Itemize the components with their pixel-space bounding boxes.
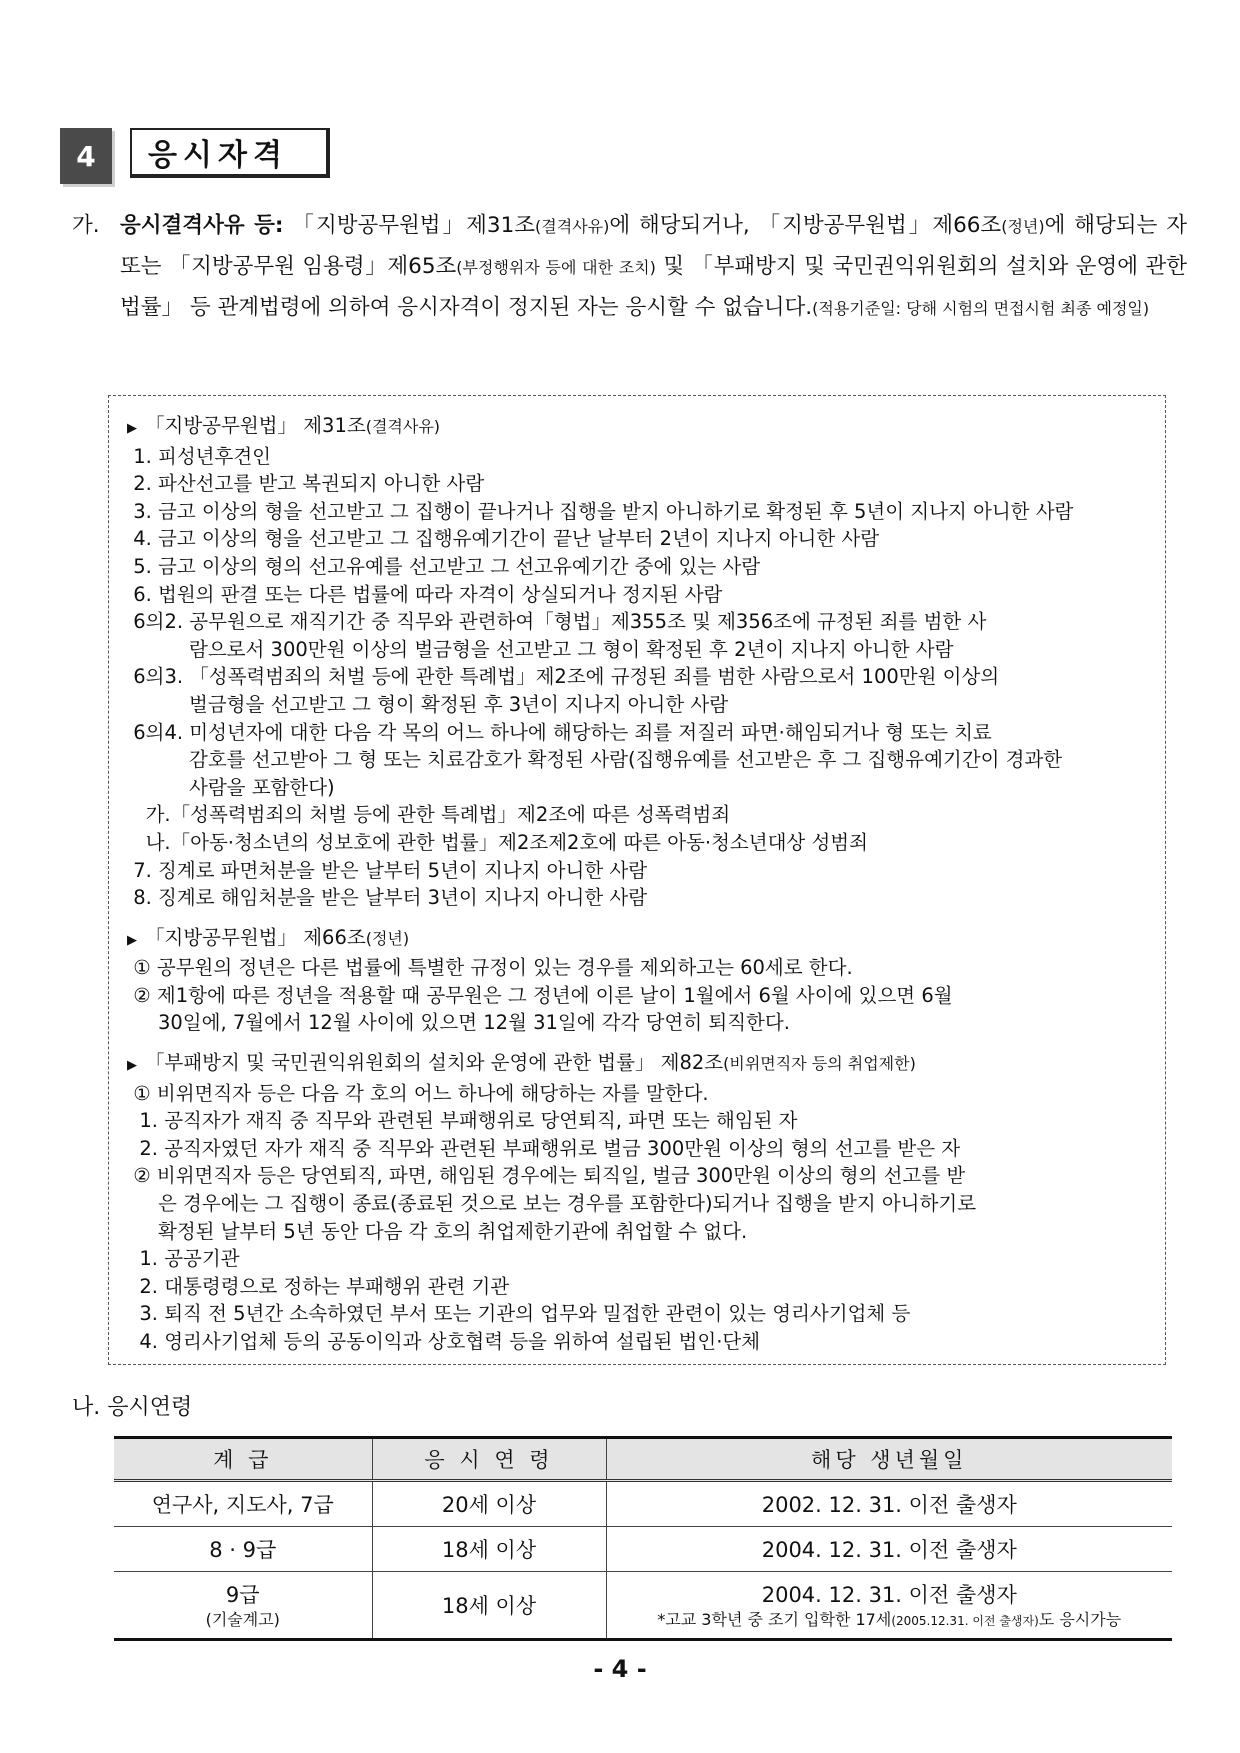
law-item: 5. 금고 이상의 형의 선고유예를 선고받고 그 선고유예기간 중에 있는 사람 <box>127 554 761 578</box>
page-number: - 4 - <box>593 1655 647 1683</box>
col-header-age: 응 시 연 령 <box>372 1438 606 1481</box>
triangle-bullet-icon: ▶ <box>127 421 137 436</box>
law-item: 4. 영리사기업체 등의 공동이익과 상호협력 등을 위하여 설립된 법인·단체 <box>127 1330 761 1353</box>
para-text: 및 「부패방지 및 국민권익위원회의 설치와 운영에 관한 법률」 등 관계법령에 의하여 응시자격이 정지된 자는 응시할 수 없습니다. <box>120 254 1187 320</box>
cell-grade: 연구사, 지도사, 7급 <box>114 1481 372 1527</box>
law-item: 1. 공공기관 <box>127 1247 240 1271</box>
law-heading-82: ▶ 「부패방지 및 국민권익위원회의 설치와 운영에 관한 법률」 제82조(비위면직자 등의 취업제한) <box>127 1051 916 1075</box>
cell-birth: 2004. 12. 31. 이전 출생자 <box>606 1527 1172 1572</box>
law-item: 7. 징계로 파면처분을 받은 날부터 5년이 지나지 아니한 사람 <box>127 858 648 882</box>
para-label: 나. <box>72 1395 101 1420</box>
article-66-list <box>109 954 1165 1037</box>
para-note: (적용기준일: 당해 시험의 면접시험 최종 예정일) <box>812 299 1150 318</box>
age-table <box>114 1436 1172 1641</box>
law-item: ① 공무원의 정년은 다른 법률에 특별한 규정이 있는 경우를 제외하고는 60세로 한다. <box>127 956 853 980</box>
law-item: 2. 파산선고를 받고 복권되지 아니한 사람 <box>127 472 485 496</box>
law-item: 벌금형을 선고받고 그 형이 확정된 후 3년이 지나지 아니한 사람 <box>127 692 729 716</box>
para-note: (부정행위자 등에 대한 조치) <box>456 258 656 277</box>
cell-birth: 2004. 12. 31. 이전 출생자 *고교 3학년 중 조기 입학한 17세(2005.12.31. 이전 출생자)도 응시가능 <box>606 1572 1172 1640</box>
law-item: ② 제1항에 따른 정년을 적용할 때 공무원은 그 정년에 이른 날이 1월에서 6월 사이에 있으면 6월 <box>127 983 953 1007</box>
law-item: 3. 퇴직 전 5년간 소속하였던 부서 또는 기관의 업무와 밀접한 관련이 있는 영리사기업체 등 <box>127 1302 911 1326</box>
para-text: 「지방공무원법」제31조 <box>292 213 536 238</box>
cell-age: 18세 이상 <box>372 1572 606 1640</box>
law-item: 6의4. 미성년자에 대한 다음 각 목의 어느 하나에 해당하는 죄를 저질러 파면·해임되거나 형 또는 치료 <box>127 720 992 744</box>
law-heading-31: ▶ 「지방공무원법」 제31조(결격사유) <box>127 414 441 437</box>
disqualification-paragraph <box>72 206 1187 329</box>
law-item: 6의2. 공무원으로 재직기간 중 직무와 관련하여「형법」제355조 및 제356조에 규정된 죄를 범한 사 <box>127 610 987 634</box>
cell-grade: 9급 (기술계고) <box>114 1572 372 1640</box>
article-82-list <box>109 1080 1165 1356</box>
triangle-bullet-icon: ▶ <box>127 1058 137 1074</box>
law-item: 람으로서 300만원 이상의 벌금형을 선고받고 그 형이 확정된 후 2년이 지나지 아니한 사람 <box>127 637 954 661</box>
col-header-grade: 계 급 <box>114 1438 372 1481</box>
law-item: 3. 금고 이상의 형을 선고받고 그 집행이 끝나거나 집행을 받지 아니하기로 확정된 후 5년이 지나지 아니한 사람 <box>127 499 1074 523</box>
col-header-birth: 해당 생년월일 <box>606 1438 1172 1481</box>
cell-grade: 8 · 9급 <box>114 1527 372 1572</box>
para-note: (정년) <box>1001 217 1045 236</box>
law-item: 30일에, 7월에서 12월 사이에 있으면 12월 31일에 각각 당연히 퇴직한다. <box>127 1011 790 1035</box>
cell-age: 18세 이상 <box>372 1527 606 1572</box>
section-title: 응시자격 <box>130 128 330 178</box>
law-item: 6의3. 「성폭력범죄의 처벌 등에 관한 특례법」제2조에 규정된 죄를 범한 사람으로서 100만원 이상의 <box>127 665 1000 689</box>
law-item: 확정된 날부터 5년 동안 다음 각 호의 취업제한기관에 취업할 수 없다. <box>127 1219 748 1243</box>
cell-age: 20세 이상 <box>372 1481 606 1527</box>
law-item: 6. 법원의 판결 또는 다른 법률에 따라 자격이 상실되거나 정지된 사람 <box>127 582 723 606</box>
table-row <box>114 1572 1172 1640</box>
para-note: (결격사유) <box>535 217 610 236</box>
age-requirement-heading <box>72 1390 192 1421</box>
para-label: 가. <box>72 213 100 238</box>
law-item: 4. 금고 이상의 형을 선고받고 그 집행유예기간이 끝난 날부터 2년이 지나지 아니한 사람 <box>127 527 880 551</box>
law-item: 나.「아동·청소년의 성보호에 관한 법률」제2조제2호에 따른 아동·청소년대상 성범죄 <box>127 830 868 854</box>
law-item: ② 비위면직자 등은 당연퇴직, 파면, 해임된 경우에는 퇴직일, 벌금 300만원 이상의 형의 선고를 받 <box>127 1164 966 1188</box>
law-excerpt-box <box>108 395 1166 1365</box>
law-item: 은 경우에는 그 집행이 종료(종료된 것으로 보는 경우를 포함한다)되거나 집행을 받지 아니하기로 <box>127 1192 977 1216</box>
para-heading: 응시연령 <box>107 1395 193 1420</box>
law-item: 2. 대통령령으로 정하는 부패행위 관련 기관 <box>127 1274 510 1298</box>
para-text: 에 해당되거나, 「지방공무원법」제66조 <box>609 213 1002 238</box>
section-number: 4 <box>60 128 112 184</box>
table-row <box>114 1527 1172 1572</box>
article-31-list <box>109 443 1165 912</box>
law-item: 1. 공직자가 재직 중 직무와 관련된 부패행위로 당연퇴직, 파면 또는 해임된 자 <box>127 1109 798 1133</box>
law-item: 2. 공직자였던 자가 재직 중 직무와 관련된 부패행위로 벌금 300만원 이상의 형의 선고를 받은 자 <box>127 1136 961 1160</box>
table-row <box>114 1481 1172 1527</box>
triangle-bullet-icon: ▶ <box>127 932 137 948</box>
law-item: 가.「성폭력범죄의 처벌 등에 관한 특례법」제2조에 따른 성폭력범죄 <box>127 803 731 827</box>
para-text: 에 해당되는 자 또는 「지방공무원 임용령」제65조 <box>120 213 1187 279</box>
law-item: 8. 징계로 해임처분을 받은 날부터 3년이 지나지 아니한 사람 <box>127 886 648 910</box>
law-item: 1. 피성년후견인 <box>127 444 272 468</box>
law-heading-66: ▶ 「지방공무원법」 제66조(정년) <box>127 925 410 949</box>
law-item: 사람을 포함한다) <box>127 775 335 799</box>
law-item: 감호를 선고받아 그 형 또는 치료감호가 확정된 사람(집행유예를 선고받은 후 그 집행유예기간이 경과한 <box>127 748 1063 772</box>
law-item: ① 비위면직자 등은 다음 각 호의 어느 하나에 해당하는 자를 말한다. <box>127 1081 709 1105</box>
cell-birth: 2002. 12. 31. 이전 출생자 <box>606 1481 1172 1527</box>
para-heading: 응시결격사유 등: <box>120 213 284 238</box>
